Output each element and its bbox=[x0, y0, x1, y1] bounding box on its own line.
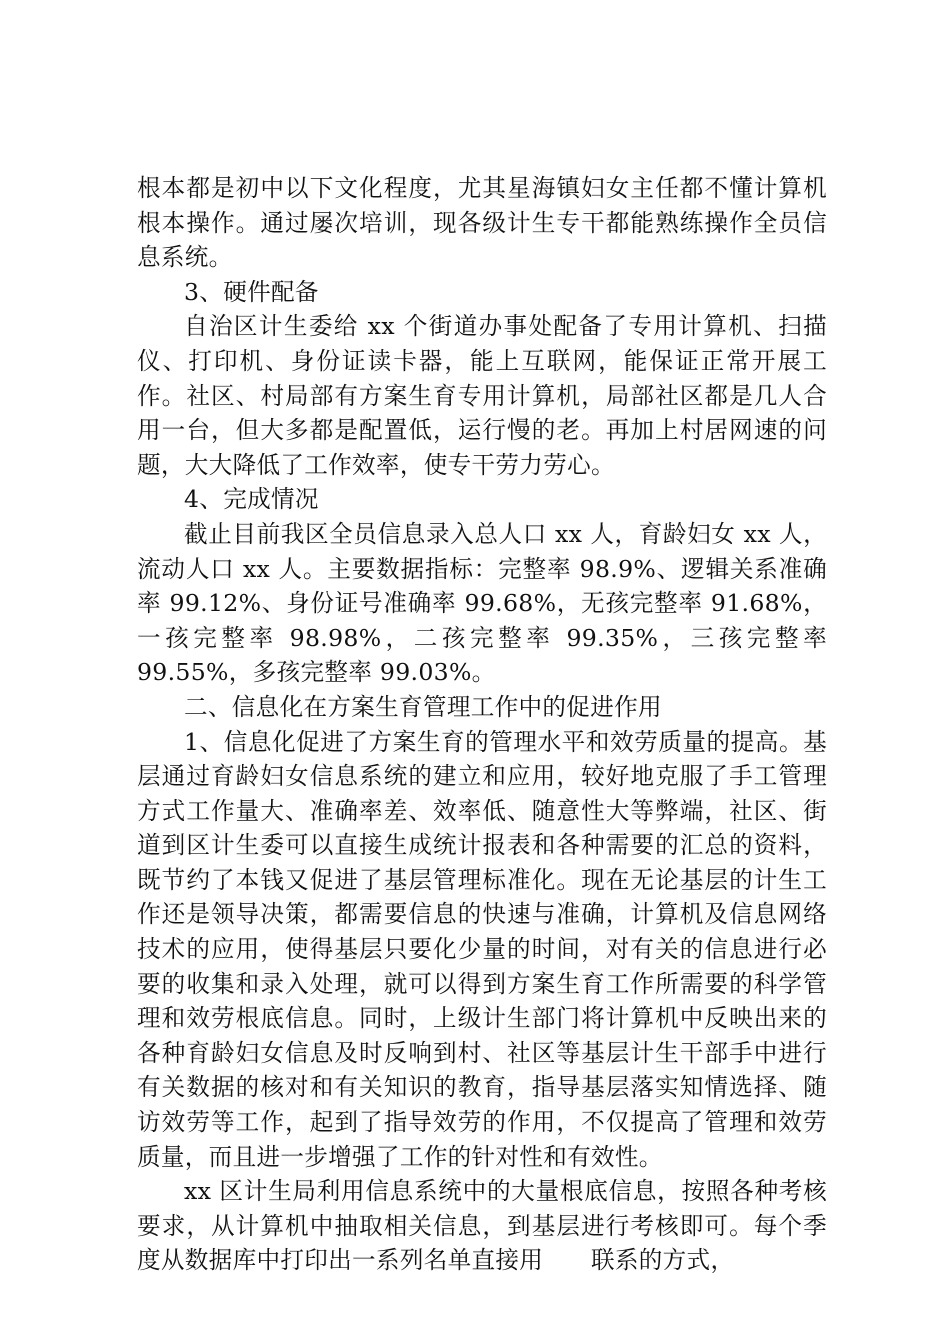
paragraph-education-level: 根本都是初中以下文化程度，尤其星海镇妇女主任都不懂计算机根本操作。通过屡次培训，现各级计生专干都能熟练操作全员信息系统。 bbox=[137, 174, 827, 272]
heading-section-two: 二、信息化在方案生育管理工作中的促进作用 bbox=[184, 692, 662, 721]
paragraph-assessment: xx 区计生局利用信息系统中的大量根底信息，按照各种考核要求，从计算机中抽取相关信息，到基层进行考核即可。每个季度从数据库中打印出一系列名单直接用 联系的方式， bbox=[137, 1177, 827, 1275]
document-body bbox=[137, 171, 827, 1278]
heading-hardware: 3、硬件配备 bbox=[184, 277, 319, 306]
paragraph-informatization: 1、信息化促进了方案生育的管理水平和效劳质量的提高。基层通过育龄妇女信息系统的建立和应用，较好地克服了手工管理方式工作量大、准确率差、效率低、随意性大等弊端，社区、街道到区计生委可以直接生成统计报表和各种需要的汇总的资料，既节约了本钱又促进了基层管理标准化。现在无论基层的计生工作还是领导决策，都需要信息的快速与准确，计算机及信息网络技术的应用，使得基层只要化少量的时间，对有关的信息进行必要的收集和录入处理，就可以得到方案生育工作所需要的科学管理和效劳根底信息。同时，上级计生部门将计算机中反映出来的各种育龄妇女信息及时反响到村、社区等基层计生干部手中进行有关数据的核对和有关知识的教育，指导基层落实知情选择、随访效劳等工作，起到了指导效劳的作用，不仅提高了管理和效劳质量，而且进一步增强了工作的针对性和有效性。 bbox=[137, 727, 827, 1171]
paragraph-hardware: 自治区计生委给 xx 个街道办事处配备了专用计算机、扫描仪、打印机、身份证读卡器，能上互联网，能保证正常开展工作。社区、村局部有方案生育专用计算机，局部社区都是几人合用一台，但大多都是配置低，运行慢的老。再加上村居网速的问题，大大降低了工作效率，使专干劳力劳心。 bbox=[137, 312, 827, 479]
heading-completion: 4、完成情况 bbox=[184, 485, 319, 514]
paragraph-completion: 截止目前我区全员信息录入总人口 xx 人，育龄妇女 xx 人，流动人口 xx 人。主要数据指标：完整率 98.9%、逻辑关系准确率 99.12%、身份证号准确率 99.68%，无孩完整率 91.68%，一孩完整率 98.98%，二孩完整率 99.35%，三孩完整率 99.55%，多孩完整率 99.03%。 bbox=[137, 519, 827, 687]
